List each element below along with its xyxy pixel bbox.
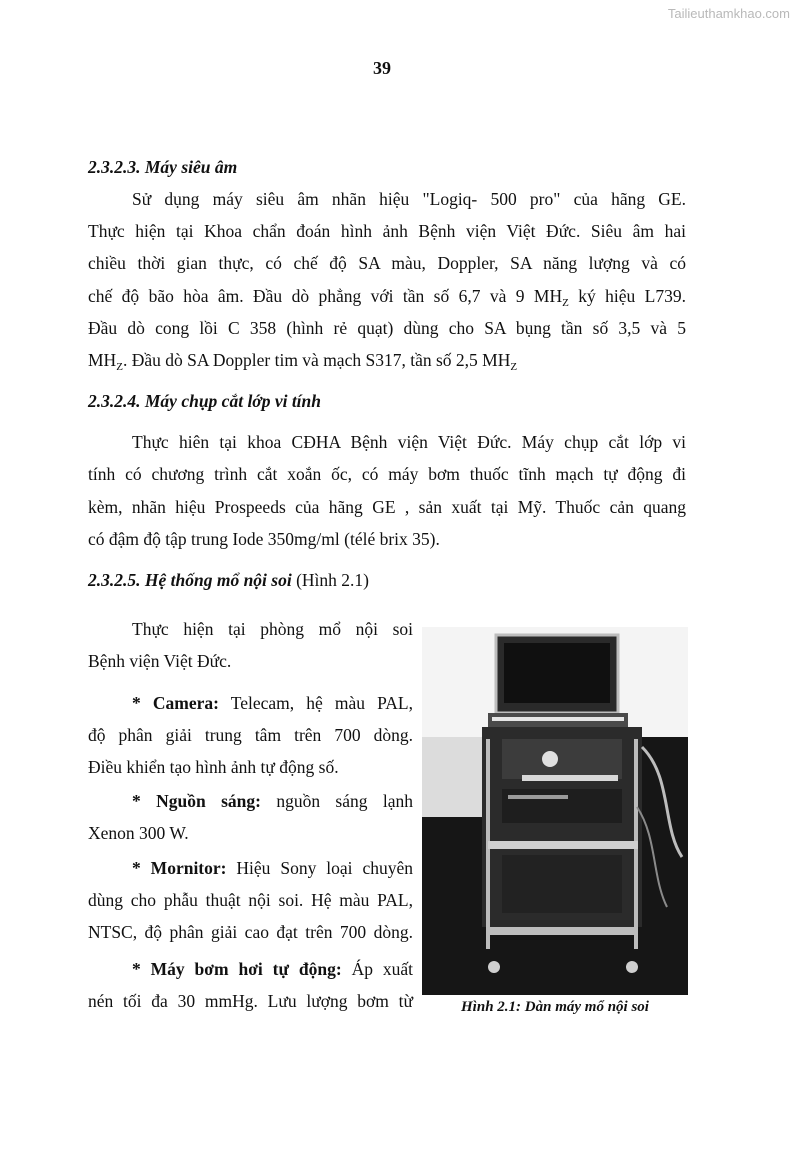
text-span: . Đầu dò SA Doppler tim và mạch S317, tần số 2,5 MH <box>122 350 511 370</box>
figure-caption: Hình 2.1: Dàn máy mổ nội soi <box>461 999 649 1015</box>
camera-label: * Camera: <box>132 693 219 713</box>
endoscopy-tower-photo <box>422 627 688 995</box>
text-span: chế độ bão hòa âm. Đầu dò phẳng với tần số 6,7 và 9 MH <box>88 286 563 306</box>
heading-text: 2.3.2.5. Hệ thống mổ nội soi <box>88 570 292 590</box>
paragraph-line: Sử dụng máy siêu âm nhãn hiệu "Logiq- 500 pro" của hãng GE. <box>132 189 686 209</box>
paragraph-line: NTSC, độ phân giải cao đạt trên 700 dòng. <box>88 922 413 942</box>
paragraph-line: nén tối đa 30 mmHg. Lưu lượng bơm từ <box>88 991 413 1011</box>
pump-line <box>132 958 413 980</box>
light-source-line <box>132 790 413 812</box>
paragraph-line: độ phân giải trung tâm trên 700 dòng. <box>88 725 413 745</box>
photo-drawing <box>422 627 688 995</box>
pump-label: * Máy bơm hơi tự động: <box>132 959 342 979</box>
paragraph-line: kèm, nhãn hiệu Prospeeds của hãng GE , sản xuất tại Mỹ. Thuốc cản quang <box>88 497 686 517</box>
monitor-line <box>132 857 413 879</box>
paragraph-line <box>88 285 686 307</box>
subscript: Z <box>510 361 518 373</box>
text-span: MH <box>88 350 117 370</box>
section-heading-ct-scanner: 2.3.2.4. Máy chụp cắt lớp vi tính <box>88 391 322 411</box>
paragraph-line <box>88 349 686 371</box>
section-heading-endoscopy <box>88 569 686 591</box>
paragraph-line: Thực hiện tại phòng mổ nội soi <box>132 619 413 639</box>
paragraph-line: chiều thời gian thực, có chế độ SA màu, Doppler, SA năng lượng và có <box>88 253 686 273</box>
paragraph-line: có đậm độ tập trung Iode 350mg/ml (télé brix 35). <box>88 529 440 549</box>
text-span: Telecam, hệ màu PAL, <box>218 693 413 713</box>
text-span: ký hiệu L739. <box>568 286 686 306</box>
paragraph-line: tính có chương trình cắt xoắn ốc, có máy bơm thuốc tĩnh mạch tự động đi <box>88 464 686 484</box>
paragraph-line: Thực hiện tại Khoa chẩn đoán hình ảnh Bệnh viện Việt Đức. Siêu âm hai <box>88 221 686 241</box>
monitor-label: * Mornitor: <box>132 858 227 878</box>
text-span: Áp xuất <box>341 959 413 979</box>
camera-line <box>132 692 413 714</box>
paragraph-line: Điều khiển tạo hình ảnh tự động số. <box>88 757 339 777</box>
text-span: nguồn sáng lạnh <box>260 791 413 811</box>
subscript: Z <box>562 297 569 309</box>
light-source-label: * Nguồn sáng: <box>132 791 261 811</box>
section-heading-ultrasound: 2.3.2.3. Máy siêu âm <box>88 157 238 177</box>
figure-reference: (Hình 2.1) <box>291 570 369 590</box>
paragraph-line: Đầu dò cong lồi C 358 (hình rẻ quạt) dùng cho SA bụng tần số 3,5 và 5 <box>88 318 686 338</box>
text-span: Hiệu Sony loại chuyên <box>226 858 413 878</box>
paragraph-line: Xenon 300 W. <box>88 823 189 843</box>
page-number: 39 <box>373 58 391 78</box>
paragraph-line: Thực hiên tại khoa CĐHA Bệnh viện Việt Đức. Máy chụp cắt lớp vi <box>132 432 686 452</box>
paragraph-line: dùng cho phẫu thuật nội soi. Hệ màu PAL, <box>88 890 413 910</box>
paragraph-line: Bệnh viện Việt Đức. <box>88 651 232 671</box>
subscript: Z <box>116 361 123 373</box>
watermark: Tailieuthamkhao.com <box>667 6 790 21</box>
